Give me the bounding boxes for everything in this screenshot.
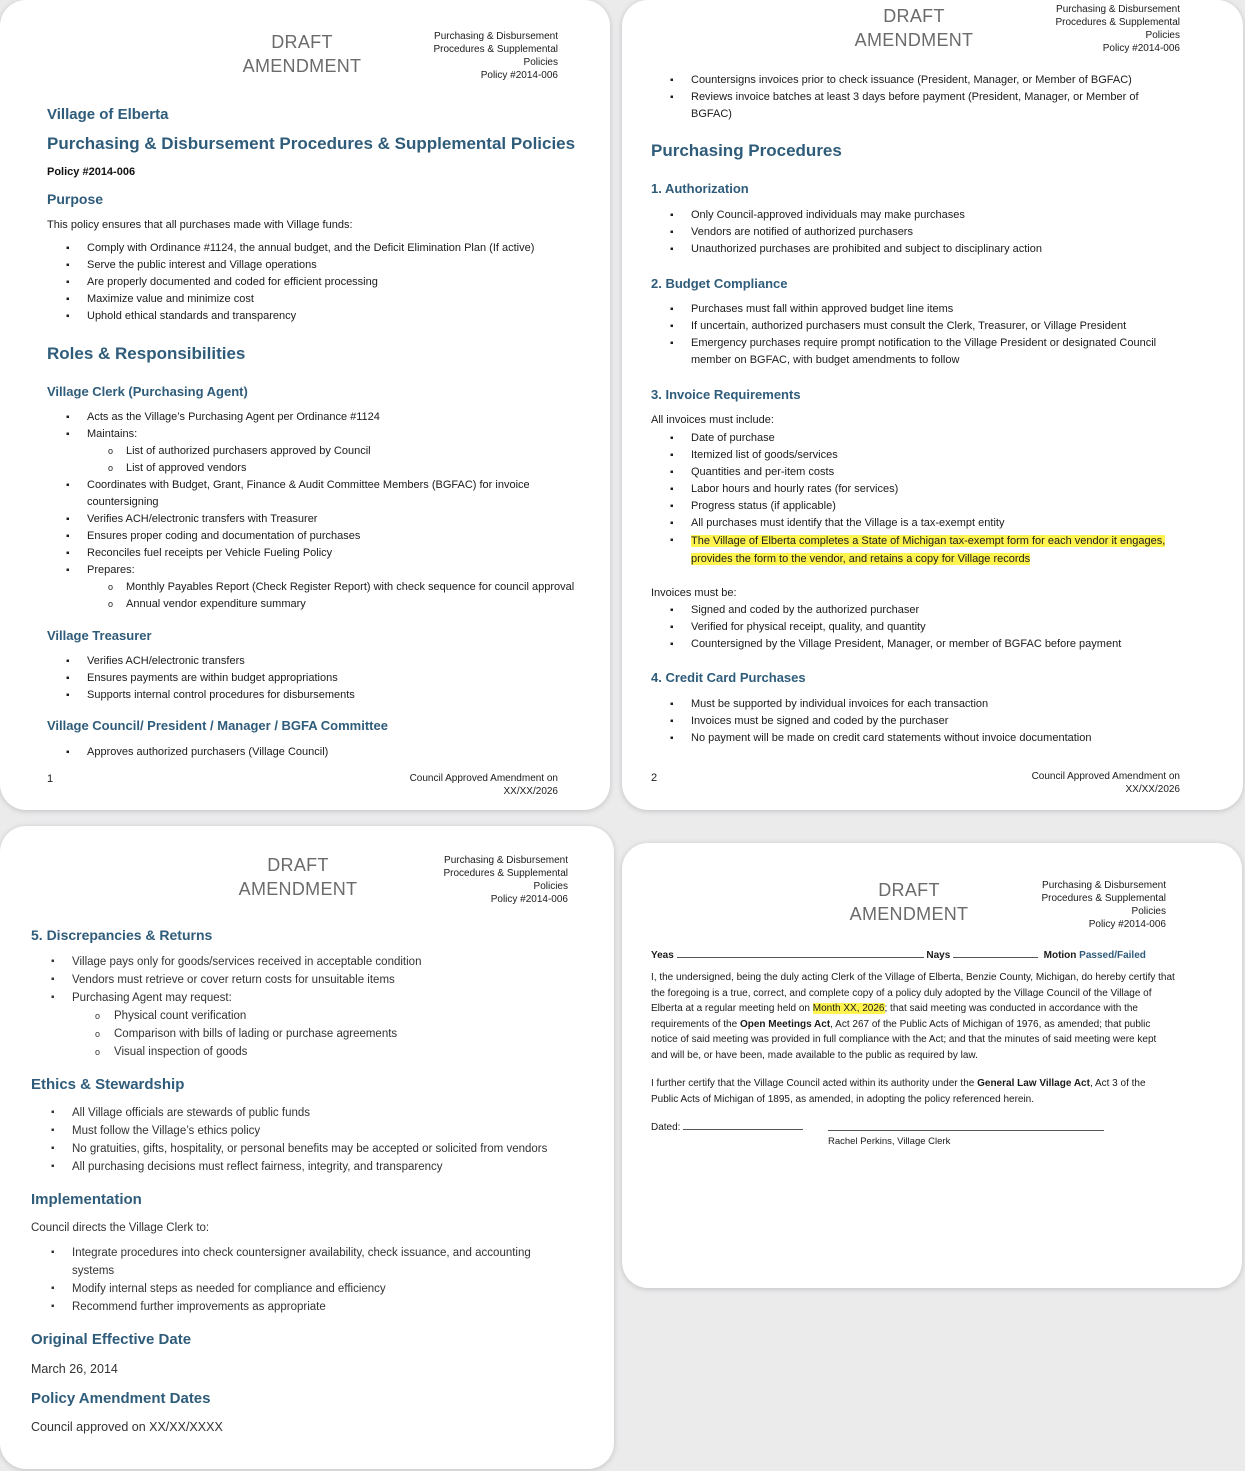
list-item: ▪ Are properly documented and coded for efficient processing: [47, 274, 607, 291]
page-header: Purchasing & Disbursement Procedures & Supplemental Policies Policy #2014-006: [443, 855, 568, 905]
list-item-continued: systems: [72, 1265, 115, 1277]
invoices-list: [651, 602, 1236, 653]
list-item: ▪ Prepares:: [47, 562, 607, 579]
list-item: ▪ No gratuities, gifts, hospitality, or personal benefits may be accepted or solicited from vendors: [31, 1140, 611, 1158]
ethics-list: [31, 1104, 611, 1176]
list-item: ▪ All Village officials are stewards of public funds: [31, 1104, 611, 1122]
invoice-intro: All invoices must include:: [651, 414, 774, 426]
purpose-intro: This policy ensures that all purchases made with Village funds:: [47, 219, 353, 231]
roles-heading: Roles & Responsibilities: [47, 344, 246, 363]
list-item: ▪ Comply with Ordinance #1124, the annual budget, and the Deficit Elimination Plan (If active): [47, 240, 607, 257]
list-item-continued: countersigning: [87, 496, 159, 508]
list-item: ▪ Progress status (if applicable): [651, 498, 1236, 515]
ethics-heading: Ethics & Stewardship: [31, 1076, 185, 1093]
dated-line: Dated:: [651, 1120, 803, 1136]
credit-card-list: [651, 696, 1236, 747]
motion-result: Passed/Failed: [1079, 950, 1146, 961]
list-item: ▪ Purchasing Agent may request:: [31, 989, 611, 1007]
invoice-list: [651, 430, 1236, 568]
list-item: ▪ Serve the public interest and Village operations: [47, 257, 607, 274]
list-item: o List of authorized purchasers approved by Council: [47, 443, 607, 460]
amendment-text: Council approved on XX/XX/XXXX: [31, 1420, 223, 1434]
list-item: ▪ Only Council-approved individuals may make purchases: [651, 207, 1236, 224]
dated-blank: [683, 1120, 803, 1130]
list-item: ▪ Must follow the Village’s ethics policy: [31, 1122, 611, 1140]
original-date: March 26, 2014: [31, 1362, 118, 1376]
nays-blank: [953, 948, 1038, 958]
signer-name: Rachel Perkins, Village Clerk: [828, 1136, 951, 1147]
list-item: ▪ Verified for physical receipt, quality, and quantity: [651, 619, 1236, 636]
list-item: ▪ Vendors are notified of authorized purchasers: [651, 224, 1236, 241]
page-header: Purchasing & Disbursement Procedures & Supplemental Policies Policy #2014-006: [1055, 4, 1180, 54]
council-list: [47, 744, 607, 761]
invoice-heading: 3. Invoice Requirements: [651, 387, 801, 402]
list-item: ▪ Verifies ACH/electronic transfers: [47, 653, 607, 670]
list-item: ▪ Date of purchase: [651, 430, 1236, 447]
credit-card-heading: 4. Credit Card Purchases: [651, 670, 806, 685]
document-page-4: [622, 843, 1242, 1288]
list-item: ▪ Maximize value and minimize cost: [47, 291, 607, 308]
list-item: ▪ Must be supported by individual invoices for each transaction: [651, 696, 1236, 713]
vote-line: Yeas Nays Motion Passed/Failed: [651, 950, 1146, 961]
list-item: ▪ Purchases must fall within approved budget line items: [651, 301, 1236, 318]
purpose-heading: Purpose: [47, 191, 104, 207]
purpose-list: [47, 240, 607, 325]
list-item: ▪ Reconciles fuel receipts per Vehicle Fueling Policy: [47, 545, 607, 562]
page-number: 2: [651, 772, 658, 784]
draft-watermark: DRAFT AMENDMENT: [238, 855, 358, 899]
list-item: ▪ Maintains:: [47, 426, 607, 443]
treasurer-list: [47, 653, 607, 704]
treasurer-heading: Village Treasurer: [47, 628, 152, 643]
list-item: ▪ Approves authorized purchasers (Village Council): [47, 744, 607, 761]
document-page-1: [0, 0, 610, 810]
certification-paragraph-2: I further certify that the Village Council acted within its authority under the General Law Village Act, Act 3 of the Public Acts of Michigan of 1895, as amended, in adopting the policy referenced herein.: [651, 1078, 1146, 1105]
list-item: ▪ Modify internal steps as needed for compliance and efficiency: [31, 1280, 611, 1298]
council-heading: Village Council/ President / Manager / BGFA Committee: [47, 718, 388, 733]
page-footer: Council Approved Amendment on XX/XX/2026: [1031, 771, 1180, 795]
list-item: ▪ Invoices must be signed and coded by the purchaser: [651, 713, 1236, 730]
budget-list: [651, 301, 1236, 369]
discrepancies-heading: 5. Discrepancies & Returns: [31, 927, 213, 943]
list-item: ▪ Unauthorized purchases are prohibited and subject to disciplinary action: [651, 241, 1236, 258]
amendment-dates-heading: Policy Amendment Dates: [31, 1390, 211, 1407]
certification-paragraph-1: I, the undersigned, being the duly acting Clerk of the Village of Elberta, Benzie County, Michigan, do hereby certify that the foregoing is a true, correct, and complete copy of a policy duly adopted by the Village Council of the Village of Elberta at a regular meeting held on Month XX, 2026; that said meeting was conducted in accordance with the requirements of the Open Meetings Act, Act 267 of the Public Acts of Michigan of 1976, as amended; that public notice of said meeting was provided in full compliance with the Act; and that the minutes of said meeting were kept and will be, or have been, made available to the public as required by law.: [651, 972, 1175, 1061]
document-title: Purchasing & Disbursement Procedures & Supplemental Policies: [47, 134, 576, 153]
list-item: ▪ Countersigns invoices prior to check issuance (President, Manager, or Member of BGFAC): [651, 72, 1236, 89]
org-name: Village of Elberta: [47, 106, 169, 123]
list-item: ▪ Itemized list of goods/services: [651, 447, 1236, 464]
draft-watermark: DRAFT AMENDMENT: [854, 6, 974, 50]
list-item: ▪ Vendors must retrieve or cover return costs for unsuitable items: [31, 971, 611, 989]
list-item: ▪ Signed and coded by the authorized purchaser: [651, 602, 1236, 619]
budget-heading: 2. Budget Compliance: [651, 276, 788, 291]
clerk-heading: Village Clerk (Purchasing Agent): [47, 384, 248, 399]
list-item: ▪ Recommend further improvements as appropriate: [31, 1298, 611, 1316]
list-item: ▪ All purchasing decisions must reflect fairness, integrity, and transparency: [31, 1158, 611, 1176]
list-item: o Monthly Payables Report (Check Register Report) with check sequence for council approval: [47, 579, 607, 596]
document-page-3: [0, 826, 614, 1469]
list-item: ▪ Emergency purchases require prompt notification to the Village President or designated Council: [651, 335, 1236, 352]
list-item: ▪ Acts as the Village’s Purchasing Agent per Ordinance #1124: [47, 409, 607, 426]
implementation-heading: Implementation: [31, 1191, 142, 1208]
list-item: ▪ Reviews invoice batches at least 3 days before payment (President, Manager, or Member of: [651, 89, 1236, 106]
authorization-list: [651, 207, 1236, 258]
page-header: Purchasing & Disbursement Procedures & Supplemental Policies Policy #2014-006: [1041, 880, 1166, 930]
continued-list: [651, 72, 1236, 123]
highlighted-list-item: ▪ The Village of Elberta completes a State of Michigan tax-exempt form for each vendor it engages, provides the form to the vendor, and retains a copy for Village records: [651, 532, 1236, 568]
draft-watermark: DRAFT AMENDMENT: [242, 32, 362, 76]
list-item: o Physical count verification: [31, 1007, 611, 1025]
policy-number: Policy #2014-006: [47, 166, 136, 178]
procedures-heading: Purchasing Procedures: [651, 141, 842, 160]
list-item: ▪ Uphold ethical standards and transparency: [47, 308, 607, 325]
list-item: ▪ Coordinates with Budget, Grant, Finance & Audit Committee Members (BGFAC) for invoice: [47, 477, 607, 494]
implementation-list: [31, 1244, 611, 1316]
list-item: ▪ Ensures proper coding and documentation of purchases: [47, 528, 607, 545]
list-item: o Annual vendor expenditure summary: [47, 596, 607, 613]
list-item: ▪ All purchases must identify that the Village is a tax-exempt entity: [651, 515, 1236, 532]
list-item: ▪ Integrate procedures into check countersigner availability, check issuance, and accounting: [31, 1244, 611, 1262]
draft-watermark: DRAFT AMENDMENT: [849, 880, 969, 924]
meeting-date-highlight: Month XX, 2026: [812, 1003, 885, 1014]
list-item: o List of approved vendors: [47, 460, 607, 477]
authorization-heading: 1. Authorization: [651, 181, 749, 196]
list-item: o Visual inspection of goods: [31, 1043, 611, 1061]
implementation-intro: Council directs the Village Clerk to:: [31, 1222, 210, 1234]
list-item: ▪ Verifies ACH/electronic transfers with Treasurer: [47, 511, 607, 528]
list-item: ▪ Labor hours and hourly rates (for services): [651, 481, 1236, 498]
list-item: ▪ No payment will be made on credit card statements without invoice documentation: [651, 730, 1236, 747]
page-number: 1: [47, 773, 54, 785]
list-item: ▪ Quantities and per-item costs: [651, 464, 1236, 481]
list-item: ▪ Village pays only for goods/services received in acceptable condition: [31, 953, 611, 971]
document-page-2: [622, 0, 1243, 810]
discrepancies-list: [31, 953, 611, 1061]
invoices-intro: Invoices must be:: [651, 587, 737, 599]
list-item: ▪ If uncertain, authorized purchasers must consult the Clerk, Treasurer, or Village President: [651, 318, 1236, 335]
list-item: ▪ Supports internal control procedures for disbursements: [47, 687, 607, 704]
signature-line: [828, 1130, 1104, 1131]
list-item-continued: BGFAC): [691, 108, 732, 120]
list-item: o Comparison with bills of lading or purchase agreements: [31, 1025, 611, 1043]
list-item: ▪ Countersigned by the Village President, Manager, or member of BGFAC before payment: [651, 636, 1236, 653]
clerk-list: [47, 409, 607, 613]
page-footer: Council Approved Amendment on XX/XX/2026: [409, 773, 558, 797]
original-date-heading: Original Effective Date: [31, 1331, 192, 1348]
yeas-blank: [677, 948, 924, 958]
page-header: Purchasing & Disbursement Procedures & Supplemental Policies Policy #2014-006: [433, 31, 558, 81]
list-item-continued: member on BGFAC, with budget amendments to follow: [691, 354, 960, 366]
list-item: ▪ Ensures payments are within budget appropriations: [47, 670, 607, 687]
